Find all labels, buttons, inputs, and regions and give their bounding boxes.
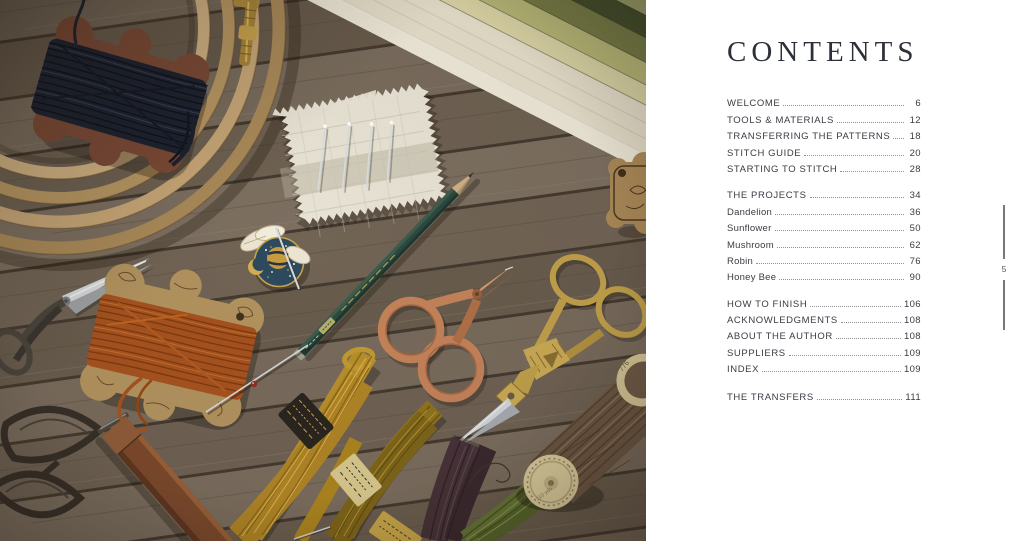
toc-page-number: 111 [905, 391, 921, 403]
toc-label: Mushroom [727, 239, 774, 251]
toc-row [727, 310, 921, 326]
toc-label: THE PROJECTS [727, 190, 807, 202]
toc-page-number: 109 [903, 364, 921, 376]
toc-label: Dandelion [727, 206, 773, 218]
toc-page-number: 50 [909, 223, 921, 235]
toc-group-transfers [727, 386, 921, 402]
toc-label: ABOUT THE AUTHOR [727, 331, 833, 343]
dot-leader [775, 230, 905, 231]
toc-group-projects [727, 185, 921, 283]
toc-group-finishing [727, 293, 921, 375]
folio-rule-top [1003, 205, 1005, 259]
toc-row [727, 126, 921, 142]
folio-rule-bottom [1003, 280, 1005, 330]
toc-page-number: 108 [903, 331, 921, 343]
dot-leader [789, 355, 901, 356]
dot-leader [817, 399, 903, 400]
toc-label: THE TRANSFERS [727, 391, 814, 403]
dot-leader [893, 138, 904, 139]
toc-label: HOW TO FINISH [727, 298, 808, 310]
toc-row [727, 326, 921, 342]
toc-page-number: 34 [909, 190, 921, 202]
dot-leader [756, 263, 904, 264]
toc-page-number: 12 [909, 114, 921, 126]
folio-number: 5 [1001, 264, 1007, 274]
toc-label: TRANSFERRING THE PATTERNS [727, 131, 891, 143]
toc-row [727, 342, 921, 358]
dot-leader [841, 322, 901, 323]
toc-page-number: 6 [915, 98, 921, 110]
table-of-contents [727, 93, 921, 403]
toc-row [727, 267, 921, 283]
toc-page-number: 62 [909, 239, 921, 251]
dot-leader [775, 214, 904, 215]
toc-row [727, 185, 921, 201]
toc-page-number: 20 [909, 147, 921, 159]
toc-label: Sunflower [727, 223, 772, 235]
toc-row [727, 359, 921, 375]
toc-row [727, 234, 921, 250]
toc-page-number: 109 [903, 347, 921, 359]
toc-row [727, 93, 921, 109]
toc-row [727, 293, 921, 309]
dot-leader [836, 338, 901, 339]
toc-page-number: 90 [909, 272, 921, 284]
toc-label: INDEX [727, 364, 760, 376]
dot-leader [840, 171, 904, 172]
contents-page [646, 0, 1020, 541]
dot-leader [777, 247, 904, 248]
toc-page-number: 106 [903, 298, 921, 310]
toc-row [727, 201, 921, 217]
toc-row [727, 159, 921, 175]
toc-label: TOOLS & MATERIALS [727, 114, 834, 126]
toc-page-number: 28 [909, 163, 921, 175]
page-folio [999, 205, 1009, 330]
toc-label: Robin [727, 255, 754, 267]
toc-row [727, 386, 921, 402]
toc-label: STITCH GUIDE [727, 147, 802, 159]
toc-label: SUPPLIERS [727, 347, 786, 359]
toc-row [727, 109, 921, 125]
toc-group-intro [727, 93, 921, 175]
toc-label: Honey Bee [727, 272, 777, 284]
toc-label: WELCOME [727, 98, 781, 110]
dot-leader [783, 105, 904, 106]
dot-leader [837, 122, 904, 123]
page-title: CONTENTS [727, 36, 919, 68]
dot-leader [779, 279, 904, 280]
dot-leader [804, 155, 904, 156]
toc-page-number: 76 [909, 255, 921, 267]
dot-leader [762, 371, 901, 372]
toc-row [727, 251, 921, 267]
toc-page-number: 108 [903, 315, 921, 327]
toc-row [727, 142, 921, 158]
toc-page-number: 36 [909, 206, 921, 218]
dot-leader [810, 197, 904, 198]
toc-row [727, 218, 921, 234]
toc-page-number: 18 [909, 131, 921, 143]
toc-label: STARTING TO STITCH [727, 163, 838, 175]
dot-leader [810, 306, 901, 307]
toc-label: ACKNOWLEDGMENTS [727, 315, 838, 327]
